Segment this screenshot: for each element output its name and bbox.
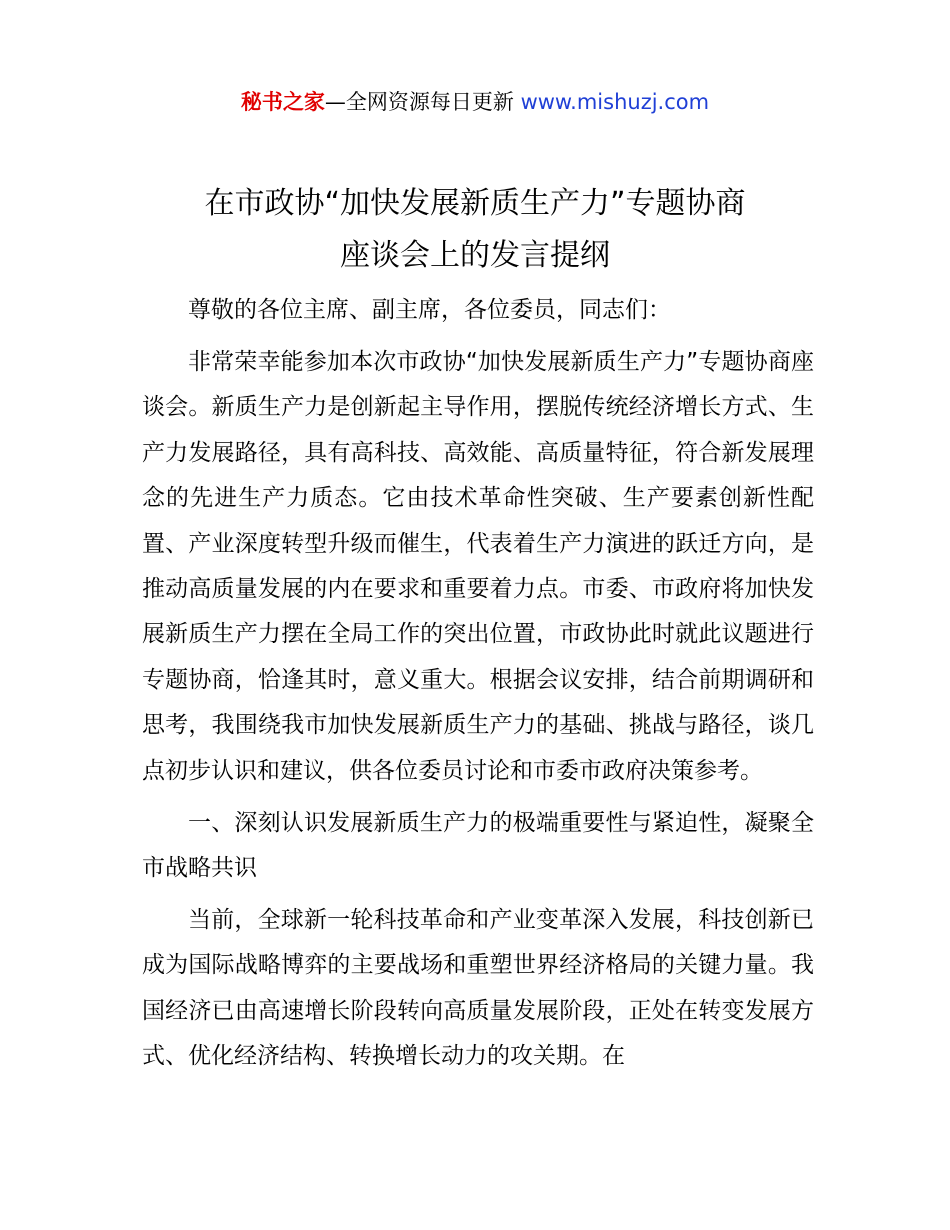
section-heading-1: 一、深刻认识发展新质生产力的极端重要性与紧迫性，凝聚全市战略共识 <box>142 809 814 882</box>
paragraph-section-1: 当前，全球新一轮科技革命和产业变革深入发展，科技创新已成为国际战略博弈的主要战场和重塑世界经济格局的关键力量。我国经济已由高速增长阶段转向高质量发展阶段，正处在转变发展方式、优化经济结构、转换增长动力的攻关期。在 <box>142 907 814 1070</box>
salutation: 尊敬的各位主席、副主席，各位委员，同志们： <box>188 297 671 323</box>
document-title-line-2: 座谈会上的发言提纲 <box>340 238 610 273</box>
paragraph-intro: 非常荣幸能参加本次市政协“加快发展新质生产力”专题协商座谈会。新质生产力是创新起主导作用，摆脱传统经济增长方式、生产力发展路径，具有高科技、高效能、高质量特征，符合新发展理念的先进生产力质态。它由技术革命性突破、生产要素创新性配置、产业深度转型升级而催生，代表着生产力演进的跃迁方向，是推动高质量发展的内在要求和重要着力点。市委、市政府将加快发展新质生产力摆在全局工作的突出位置，市政协此时就此议题进行专题协商，恰逢其时，意义重大。根据会议安排，结合前期调研和思考，我围绕我市加快发展新质生产力的基础、挑战与路径，谈几点初步认识和建议，供各位委员讨论和市委市政府决策参考。 <box>142 349 814 784</box>
document-title-line-1: 在市政协“加快发展新质生产力”专题协商 <box>204 186 746 221</box>
site-url-link[interactable]: www.mishuzj.com <box>520 90 710 114</box>
document-title <box>0 178 950 282</box>
site-header <box>0 86 950 118</box>
document-body <box>142 288 814 1086</box>
site-tagline: —全网资源每日更新 <box>324 90 514 114</box>
site-brand: 秘书之家 <box>240 90 325 114</box>
